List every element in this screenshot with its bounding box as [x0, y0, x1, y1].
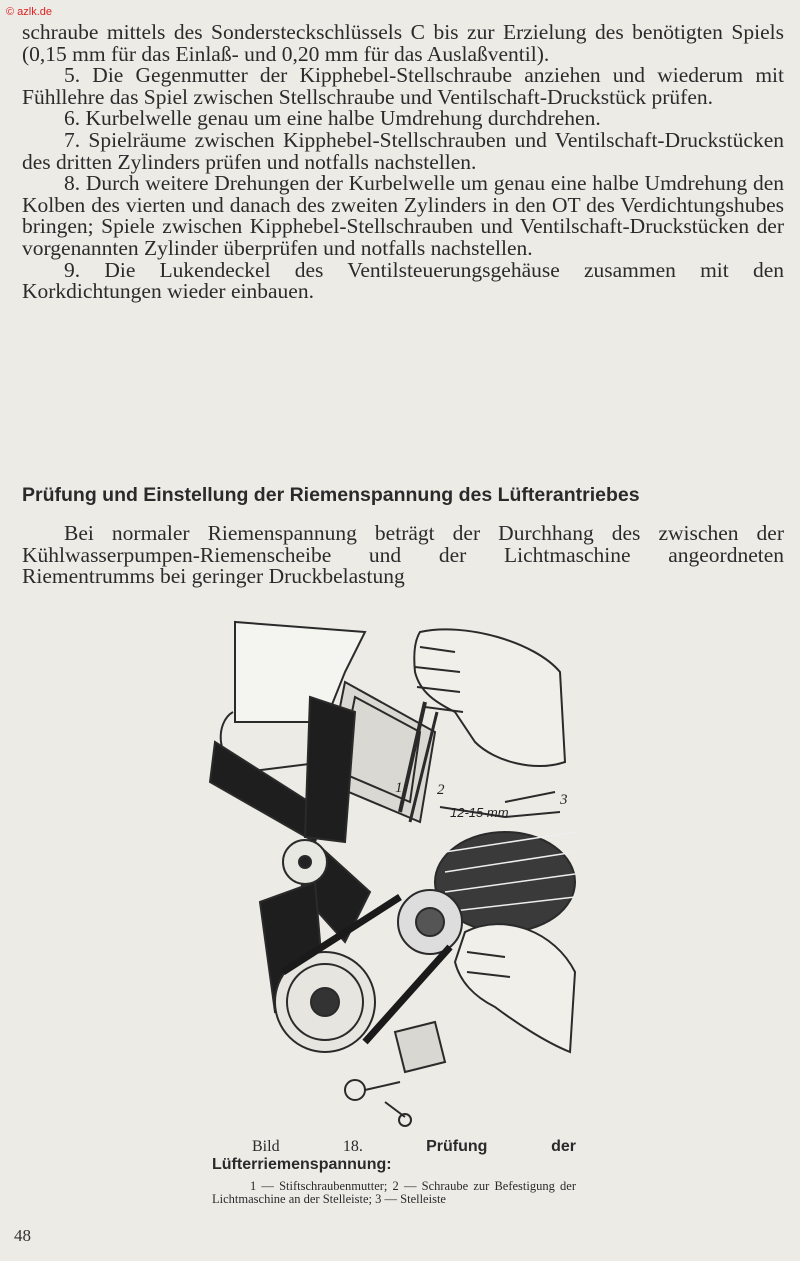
belt-tension-paragraph: Bei normaler Riemenspannung beträgt der Durchhang des zwischen der Kühlwasserpumpen-Riemenscheibe und der Lichtmaschine angeordneten Riementrumms bei geringer Druckbelastung	[22, 521, 784, 589]
measure-label: 12-15 mm	[450, 805, 509, 820]
step-6: 6. Kurbelwelle genau um eine halbe Umdrehung durchdrehen.	[64, 106, 601, 131]
page-number: 48	[14, 1226, 31, 1245]
figure-caption	[212, 1138, 576, 1206]
section-1-text	[22, 22, 784, 303]
caption-title	[212, 1138, 576, 1174]
label-1: 1	[395, 780, 403, 796]
label-3: 3	[560, 792, 568, 808]
section-heading: Prüfung und Einstellung der Riemenspannung des Lüfterantriebes	[22, 484, 640, 506]
section-2-text	[22, 523, 784, 588]
step-8: 8. Durch weitere Drehungen der Kurbelwelle um genau eine halbe Umdrehung den Kolben des vierten und danach des zweiten Zylinders in den OT des Verdichtungshubes bringen; Spiele zwischen Kipphebel-Stellschrauben und Ventilschaft-Druckstücken der vorgenannten Zylinder überprüfen und notfalls nachstellen.	[22, 171, 784, 260]
engine-drawing	[205, 612, 595, 1132]
paragraph-continuation: schraube mittels des Sondersteckschlüssels C bis zur Erzielung des benötigten Spiels (0,15 mm für das Einlaß- und 0,20 mm für das Auslaßventil).	[22, 20, 784, 66]
watermark: © azlk.de	[6, 6, 53, 18]
caption-legend: 1 — Stiftschraubenmutter; 2 — Schraube zur Befestigung der Lichtmaschine an der Stelleiste; 3 — Stelleiste	[212, 1179, 576, 1206]
step-7: 7. Spielräume zwischen Kipphebel-Stellschrauben und Ventilschaft-Druckstücken des dritten Zylinders prüfen und notfalls nachstellen.	[22, 127, 784, 174]
step-5: 5. Die Gegenmutter der Kipphebel-Stellschraube anziehen und wiederum mit Fühllehre das Spiel zwischen Stellschraube und Ventilschaft-Druckstück prüfen.	[22, 63, 784, 109]
belt-tension-illustration	[205, 612, 595, 1132]
caption-prefix: Bild 18.	[252, 1138, 363, 1155]
caption-heading: Prüfung der Lüfterriemenspannung:	[212, 1138, 577, 1173]
label-2: 2	[437, 782, 445, 798]
step-9: 9. Die Lukendeckel des Ventilsteuerungsgehäuse zusammen mit den Korkdichtungen wieder einbauen.	[22, 257, 784, 304]
